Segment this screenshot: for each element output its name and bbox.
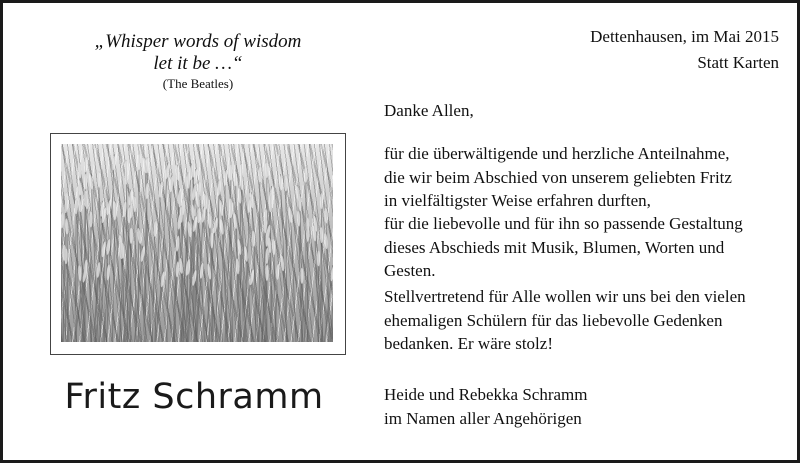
wheat-ear bbox=[265, 162, 268, 178]
wheat-stalk bbox=[152, 221, 155, 342]
wheat-ear bbox=[84, 174, 88, 190]
paragraph-3 bbox=[384, 285, 784, 356]
wheat-ear bbox=[252, 231, 256, 247]
wheat-ear bbox=[258, 166, 262, 182]
wheat-ear bbox=[272, 239, 276, 255]
wheat-stalk bbox=[220, 170, 226, 342]
place-date: Dettenhausen, im Mai 2015 bbox=[590, 27, 779, 46]
wheat-stalk bbox=[99, 172, 100, 342]
wheat-ear bbox=[306, 226, 309, 242]
wheat-ear bbox=[249, 269, 255, 285]
signature-line: im Namen aller Angehörigen bbox=[384, 408, 582, 428]
wheat-ear bbox=[217, 180, 221, 196]
wheat-stalk bbox=[167, 176, 172, 342]
wheat-ear bbox=[300, 268, 303, 284]
wheat-ear bbox=[88, 174, 94, 190]
wheat-ear bbox=[298, 195, 302, 211]
wheat-stalk bbox=[138, 154, 139, 342]
paragraph-2-line: dieses Abschieds mit Musik, Blumen, Worten und bbox=[384, 237, 725, 257]
wheat-stalk bbox=[290, 207, 296, 342]
wheat-ear bbox=[320, 193, 323, 209]
wheat-ear bbox=[112, 201, 117, 217]
wheat-stalks-graphic bbox=[61, 144, 333, 342]
wheat-ear bbox=[197, 207, 201, 223]
wheat-ear bbox=[219, 200, 224, 216]
quote-line-2: let it be …“ bbox=[153, 53, 243, 74]
deceased-name: Fritz Schramm bbox=[64, 377, 324, 417]
wheat-stalk bbox=[91, 174, 98, 342]
statt-karten: Statt Karten bbox=[697, 53, 779, 72]
wheat-ear bbox=[137, 228, 142, 244]
wheat-ear bbox=[158, 182, 163, 198]
wheat-ear bbox=[169, 176, 174, 192]
wheat-ear bbox=[112, 154, 118, 170]
photo-frame bbox=[50, 133, 346, 355]
wheat-ear bbox=[78, 265, 82, 281]
wheat-ear bbox=[133, 196, 137, 212]
wheat-ear bbox=[175, 236, 180, 252]
wheat-ear bbox=[229, 198, 233, 214]
quote-line-1: „Whisper words of wisdom bbox=[94, 31, 302, 52]
paragraph-1-line: in vielfältigster Weise erfahren durften, bbox=[384, 191, 651, 210]
wheat-ear bbox=[304, 167, 307, 183]
paragraph-1-line: die wir beim Abschied von unserem geliebten Fritz bbox=[384, 167, 732, 187]
paragraph-3-line: bedanken. Er wäre stolz! bbox=[384, 334, 553, 353]
wheat-stalk bbox=[252, 192, 259, 342]
wheat-stalk bbox=[112, 204, 115, 342]
wheat-ear bbox=[276, 264, 280, 280]
beatles-quote bbox=[63, 31, 333, 93]
wheat-ear bbox=[175, 165, 180, 181]
wheat-ear bbox=[288, 207, 293, 223]
wheat-ear bbox=[77, 162, 81, 178]
wheat-stalk bbox=[131, 228, 132, 342]
wheat-ear bbox=[97, 172, 101, 188]
wheat-ear bbox=[207, 212, 212, 228]
wheat-ear bbox=[324, 233, 329, 249]
wheat-stalk bbox=[115, 201, 122, 342]
paragraph-1-line: für die überwältigende und herzliche Anteilnahme, bbox=[384, 144, 730, 163]
paragraph-1 bbox=[384, 142, 784, 213]
paragraph-2-line: Gesten. bbox=[384, 261, 436, 280]
wheat-stalk bbox=[126, 169, 127, 342]
wheat-stalk bbox=[135, 196, 136, 342]
signature bbox=[384, 383, 784, 430]
wheat-ear bbox=[278, 174, 283, 190]
paragraph-3-line: ehemaligen Schülern für das liebevolle Gedenken bbox=[384, 310, 723, 330]
signature-line: Heide und Rebekka Schramm bbox=[384, 385, 588, 404]
wheat-stalk bbox=[75, 198, 76, 342]
wheat-ear bbox=[233, 213, 238, 229]
wheat-ear bbox=[89, 211, 92, 227]
wheat-stalk bbox=[222, 219, 228, 342]
paragraph-3-line: Stellvertretend für Alle wollen wir uns bei den vielen bbox=[384, 287, 746, 306]
wheat-ear bbox=[128, 189, 134, 205]
wheat-ear bbox=[164, 163, 170, 179]
wheat-ear bbox=[153, 221, 157, 237]
wheat-stalk bbox=[216, 180, 219, 342]
wheat-ear bbox=[223, 170, 228, 186]
paragraph-2 bbox=[384, 212, 784, 283]
wheat-ear bbox=[106, 199, 112, 215]
quote-author: (The Beatles) bbox=[162, 76, 234, 91]
wheat-ear bbox=[284, 175, 288, 191]
wheat-ear bbox=[84, 156, 88, 172]
wheat-ear bbox=[233, 170, 237, 186]
greeting: Danke Allen, bbox=[384, 101, 474, 120]
wheat-ear bbox=[320, 227, 324, 243]
wheat-ear bbox=[229, 164, 232, 180]
wheat-ear bbox=[235, 258, 239, 274]
paragraph-2-line: für die liebevolle und für ihn so passende Gestaltung bbox=[384, 214, 743, 233]
wheat-ear bbox=[324, 207, 328, 223]
wheat-ear bbox=[137, 154, 141, 170]
wheat-ear bbox=[64, 197, 68, 213]
wheat-ear bbox=[197, 181, 202, 197]
wheat-ear bbox=[61, 212, 64, 228]
wheat-field-photo bbox=[61, 144, 333, 342]
wheat-ear bbox=[160, 271, 166, 287]
wheat-ear bbox=[129, 228, 132, 244]
